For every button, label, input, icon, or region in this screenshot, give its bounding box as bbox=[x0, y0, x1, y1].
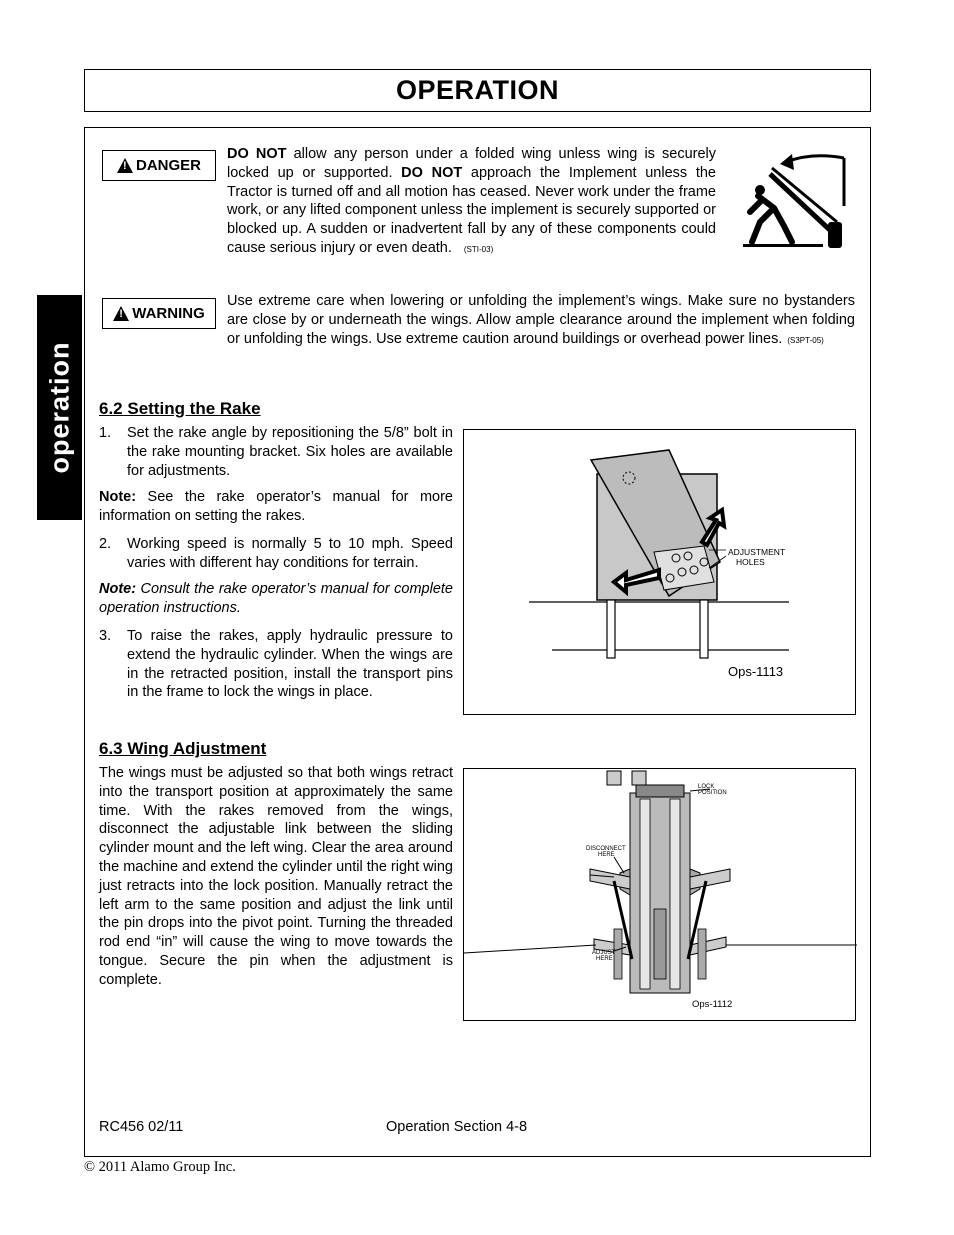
note-text: Consult the rake operator’s manual for complete operation instructions. bbox=[99, 581, 453, 616]
disconnect-callout-line-1: DISCONNECT bbox=[586, 846, 626, 852]
danger-sign bbox=[102, 150, 216, 181]
figure-label: Ops-1113 bbox=[728, 664, 784, 679]
side-tab-label: operation bbox=[44, 341, 75, 474]
rake-step-2 bbox=[99, 535, 453, 573]
danger-text bbox=[227, 145, 716, 260]
copyright: © 2011 Alamo Group Inc. bbox=[84, 1159, 236, 1175]
danger-text-part-1: allow any person under a folded wing unless wing is securely locked up or supported. bbox=[227, 146, 717, 181]
danger-text-part-2: approach the Implement unless the Tractor is turned off and all motion has ceased. Never work under the frame work, or any lifted component unless the implement is securely supported or blocked up. A sudden or inadvertent fall by any of these components could cause serious injury or even death. bbox=[227, 164, 716, 256]
footer-page-number: Operation Section 4-8 bbox=[386, 1119, 528, 1135]
note-label: Note: bbox=[99, 489, 137, 505]
crush-hazard-icon bbox=[740, 152, 846, 250]
rake-step-1 bbox=[99, 424, 453, 480]
rake-bracket-drawing bbox=[464, 430, 857, 716]
step-text: Set the rake angle by repositioning the 5/8” bolt in the rake mounting bracket. Six holes are available for adjustments. bbox=[127, 425, 453, 479]
note-label: Note: bbox=[99, 581, 137, 597]
page-title: OPERATION bbox=[395, 75, 559, 105]
figure-ops-1112 bbox=[463, 768, 856, 1021]
rake-step-3 bbox=[99, 627, 453, 702]
step-number: 2. bbox=[99, 536, 112, 552]
warning-triangle-icon bbox=[113, 306, 129, 321]
danger-code: (STI-03) bbox=[463, 244, 494, 254]
step-number: 1. bbox=[99, 425, 112, 441]
step-number: 3. bbox=[99, 628, 112, 644]
rake-note-2 bbox=[99, 580, 453, 618]
warning-sign bbox=[102, 298, 216, 329]
warning-sign-label: WARNING bbox=[132, 305, 205, 322]
lock-callout-line-2: POSITION bbox=[698, 790, 727, 796]
footer-doc-id: RC456 02/11 bbox=[99, 1119, 184, 1135]
warning-body: Use extreme care when lowering or unfolding the implement’s wings. Make sure no bystanders are close by or underneath the wings. Allow ample clearance around the implement when folding or unfolding the wings. Use extreme caution around buildings or overhead power lines. bbox=[227, 293, 855, 347]
adjust-callout-line-2: HERE bbox=[596, 956, 613, 962]
figure-label: Ops-1112 bbox=[692, 999, 733, 1010]
wing-frame-drawing bbox=[464, 769, 857, 1022]
adjustment-callout-line-1: ADJUSTMENT bbox=[728, 547, 786, 557]
disconnect-callout-line-2: HERE bbox=[598, 852, 615, 858]
warning-triangle-icon bbox=[117, 158, 133, 173]
warning-code: (S3PT-05) bbox=[787, 335, 824, 345]
figure-ops-1113 bbox=[463, 429, 856, 715]
wing-adjustment-text: The wings must be adjusted so that both wings retract into the transport position at approximately the same time. With the rakes removed from the wings, disconnect the adjustable link between the sliding cylinder mount and the left wing. Clear the area around the machine and extend the cylinder until the right wing just retracts into the lock position. Manually retract the left arm to the same position and adjust the link until the pin drops into the pivot point. Turning the threaded rod end “in” will cause the wing to move towards the tongue. Secure the pin when the adjustment is complete. bbox=[99, 765, 453, 988]
adjust-callout-line-1: ADJUST bbox=[592, 950, 616, 956]
section-6-2-heading: 6.2 Setting the Rake bbox=[99, 399, 261, 418]
step-text: To raise the rakes, apply hydraulic pressure to extend the hydraulic cylinder. When the wings are in the retracted position, install the transport pins in the frame to lock the wings in place. bbox=[127, 628, 453, 701]
section-6-3-heading: 6.3 Wing Adjustment bbox=[99, 739, 267, 758]
warning-text bbox=[227, 292, 855, 350]
step-text: Working speed is normally 5 to 10 mph. Speed varies with different hay conditions for terrain. bbox=[127, 536, 453, 571]
adjustment-callout-line-2: HOLES bbox=[736, 557, 765, 567]
danger-emphasis-1: DO NOT bbox=[227, 146, 287, 162]
rake-note-1 bbox=[99, 488, 453, 526]
lock-callout-line-1: LOCK bbox=[698, 784, 715, 790]
note-text: See the rake operator’s manual for more information on setting the rakes. bbox=[99, 489, 453, 524]
danger-emphasis-2: DO NOT bbox=[401, 164, 463, 181]
section-side-tab bbox=[37, 295, 82, 520]
page-header bbox=[84, 69, 871, 112]
danger-sign-label: DANGER bbox=[135, 157, 201, 174]
